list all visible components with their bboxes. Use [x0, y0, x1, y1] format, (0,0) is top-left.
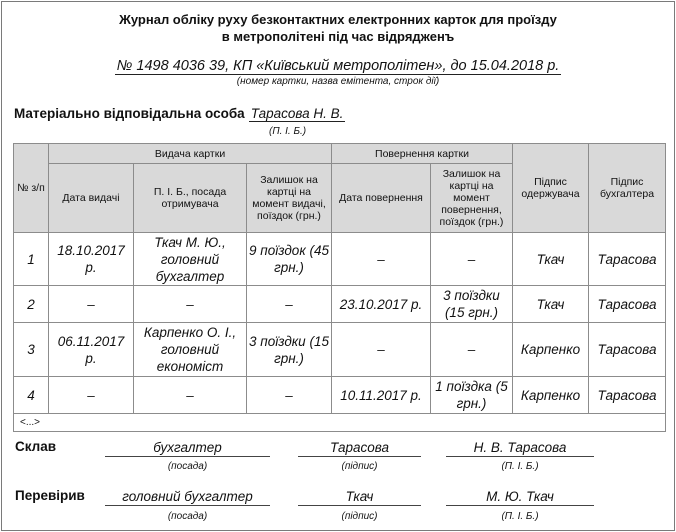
- cell-recipient-sign: Карпенко: [513, 323, 589, 377]
- checked-signature-note: (підпис): [341, 511, 378, 522]
- header-issue-date: Дата видачі: [49, 164, 134, 233]
- header-issue-person: П. І. Б., посада отримувача: [134, 164, 247, 233]
- title-line-2: в метрополітені під час відрядженъ: [221, 29, 455, 44]
- compiled-name: Н. В. Тарасова: [446, 439, 594, 457]
- cell-issue-date: –: [49, 286, 134, 323]
- cell-return-balance: 1 поїздка (5 грн.): [431, 377, 513, 414]
- card-movement-table: [13, 143, 666, 432]
- cell-return-date: 10.11.2017 р.: [332, 377, 431, 414]
- cell-num: 1: [14, 233, 49, 286]
- card-registration: [2, 58, 674, 74]
- cell-issue-balance: 3 поїздки (15 грн.): [247, 323, 332, 377]
- header-accountant-sign: Підпис бухгалтера: [589, 144, 666, 233]
- header-recipient-sign: Підпис одержувача: [513, 144, 589, 233]
- card-registration-note: (номер картки, назва емітента, строк дії): [236, 76, 440, 87]
- table-row: [14, 233, 666, 286]
- cell-accountant-sign: Тарасова: [589, 323, 666, 377]
- cell-accountant-sign: Тарасова: [589, 377, 666, 414]
- responsible-person-value: Тарасова Н. В.: [250, 106, 344, 121]
- responsible-person-label: Матеріально відповідальна особа: [14, 106, 245, 121]
- responsible-person-note: (П. І. Б.): [269, 126, 307, 137]
- compiled-label: Склав: [15, 439, 57, 454]
- title-line-1: Журнал обліку руху безконтактних електронних карток для проїзду: [119, 12, 557, 27]
- cell-issue-date: 06.11.2017 р.: [49, 323, 134, 377]
- compiled-signature: Тарасова: [298, 439, 421, 457]
- compiled-name-note: (П. І. Б.): [501, 461, 539, 472]
- continuation-marker: <...>: [14, 414, 666, 432]
- table-row-continuation: [14, 414, 666, 432]
- header-return-balance: Залишок на картці на момент повернення, поїздок (грн.): [431, 164, 513, 233]
- cell-return-date: –: [332, 233, 431, 286]
- cell-return-balance: –: [431, 323, 513, 377]
- cell-return-balance: 3 поїздки (15 грн.): [431, 286, 513, 323]
- cell-issue-balance: –: [247, 377, 332, 414]
- cell-issue-person: –: [134, 286, 247, 323]
- cell-issue-date: –: [49, 377, 134, 414]
- cell-issue-person: Ткач М. Ю., головний бухгалтер: [134, 233, 247, 286]
- document-title: [2, 11, 674, 45]
- compiled-position: бухгалтер: [105, 439, 270, 457]
- cell-num: 2: [14, 286, 49, 323]
- compiled-signature-note: (підпис): [341, 461, 378, 472]
- cell-return-balance: –: [431, 233, 513, 286]
- cell-issue-person: –: [134, 377, 247, 414]
- checked-position: головний бухгалтер: [105, 488, 270, 506]
- cell-accountant-sign: Тарасова: [589, 286, 666, 323]
- compiled-position-note: (посада): [167, 461, 208, 472]
- table-row: [14, 323, 666, 377]
- header-return-date: Дата повернення: [332, 164, 431, 233]
- responsible-person: [14, 106, 345, 121]
- cell-recipient-sign: Карпенко: [513, 377, 589, 414]
- cell-num: 4: [14, 377, 49, 414]
- checked-label: Перевірив: [15, 488, 85, 503]
- cell-issue-date: 18.10.2017 р.: [49, 233, 134, 286]
- cell-num: 3: [14, 323, 49, 377]
- table-row: [14, 286, 666, 323]
- checked-position-note: (посада): [167, 511, 208, 522]
- header-issue-balance: Залишок на картці на момент видачі, поїздок (грн.): [247, 164, 332, 233]
- cell-issue-balance: –: [247, 286, 332, 323]
- cell-issue-person: Карпенко О. І., головний економіст: [134, 323, 247, 377]
- header-return-group: Повернення картки: [332, 144, 513, 164]
- cell-accountant-sign: Тарасова: [589, 233, 666, 286]
- checked-signature: Ткач: [298, 488, 421, 506]
- card-registration-value: № 1498 4036 39, КП «Київський метрополітен», до 15.04.2018 р.: [116, 58, 560, 74]
- checked-name: М. Ю. Ткач: [446, 488, 594, 506]
- cell-return-date: 23.10.2017 р.: [332, 286, 431, 323]
- table-row: [14, 377, 666, 414]
- cell-recipient-sign: Ткач: [513, 286, 589, 323]
- journal-page: [1, 1, 675, 531]
- cell-recipient-sign: Ткач: [513, 233, 589, 286]
- cell-issue-balance: 9 поїздок (45 грн.): [247, 233, 332, 286]
- header-num: № з/п: [14, 144, 49, 233]
- checked-name-note: (П. І. Б.): [501, 511, 539, 522]
- cell-return-date: –: [332, 323, 431, 377]
- header-issue-group: Видача картки: [49, 144, 332, 164]
